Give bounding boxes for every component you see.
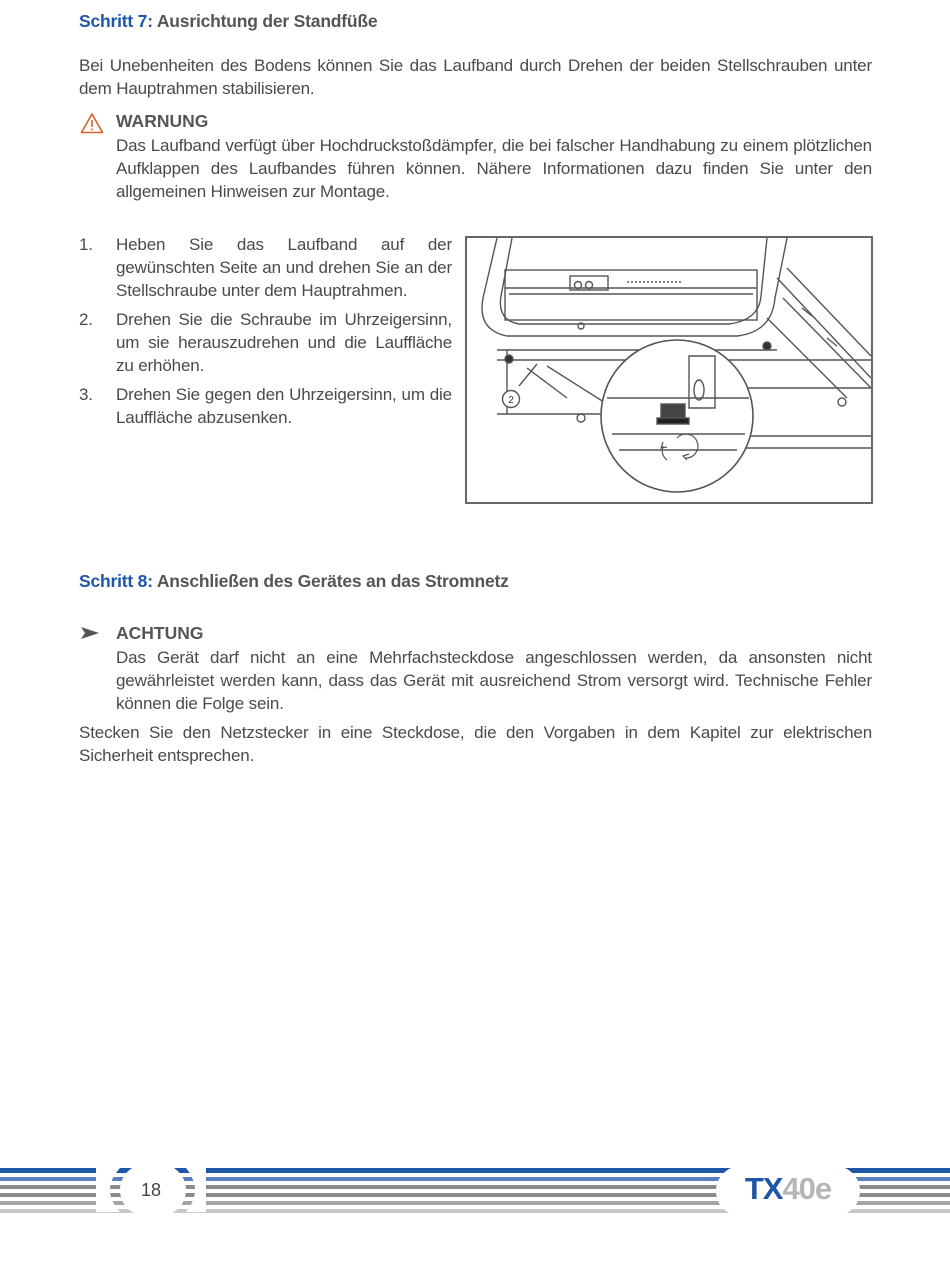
step7-title: Ausrichtung der Standfüße: [152, 11, 378, 31]
list-item: [79, 308, 452, 377]
treadmill-drawing: [467, 238, 871, 502]
caution-text: Das Gerät darf nicht an eine Mehrfachsteckdose angeschlossen werden, da ansonsten nicht gewährleistet werden kann, dass das Gerät mit ausreichend Strom versorgt wird. Technische Fehler können die Folge sein.: [116, 648, 872, 713]
warning-triangle-icon: [80, 112, 104, 134]
list-item-text: Drehen Sie die Schraube im Uhrzeigersinn, um sie herauszudrehen und die Lauffläche zu erhöhen.: [116, 310, 452, 375]
step7-intro: Bei Unebenheiten des Bodens können Sie das Laufband durch Drehen der beiden Stellschrauben unter dem Hauptrahmen stabilisieren.: [79, 56, 872, 98]
arrow-right-icon: [81, 627, 101, 639]
figure-callout: 2: [508, 395, 514, 406]
list-item-number: 3.: [79, 385, 93, 404]
logo-part-tx: TX: [744, 1171, 783, 1206]
step7-number: Schritt 7:: [79, 11, 153, 31]
list-item-number: 1.: [79, 235, 93, 254]
list-item-number: 2.: [79, 310, 93, 329]
step7-heading: [79, 11, 377, 32]
step8-body: Stecken Sie den Netzstecker in eine Steckdose, die den Vorgaben in dem Kapitel zur elektrischen Sicherheit entsprechen.: [79, 723, 872, 765]
page-number: 18: [140, 1180, 162, 1200]
steps-list: [79, 233, 452, 435]
warning-text: Das Laufband verfügt über Hochdruckstoßdämpfer, die bei falscher Handhabung zu einem plötzlichen Aufklappen des Laufbandes führen können. Nähere Informationen dazu finden Sie unter den allgemeinen Hinweisen zur Montage.: [116, 136, 872, 201]
leveling-foot-illustration: [465, 236, 873, 504]
list-item-text: Heben Sie das Laufband auf der gewünschten Seite an und drehen Sie an der Stellschraube unter dem Hauptrahmen.: [116, 235, 452, 300]
list-item-text: Drehen Sie gegen den Uhrzeigersinn, um die Lauffläche abzusenken.: [116, 385, 452, 427]
product-logo: [722, 1168, 854, 1210]
caution-heading: ACHTUNG: [116, 623, 204, 643]
list-item: [79, 233, 452, 302]
logo-part-40e: 40e: [782, 1171, 832, 1206]
list-item: [79, 383, 452, 429]
step8-heading: [79, 571, 509, 592]
step8-number: Schritt 8:: [79, 571, 153, 591]
step8-title: Anschließen des Gerätes an das Stromnetz: [152, 571, 509, 591]
warning-heading: WARNUNG: [116, 111, 209, 131]
